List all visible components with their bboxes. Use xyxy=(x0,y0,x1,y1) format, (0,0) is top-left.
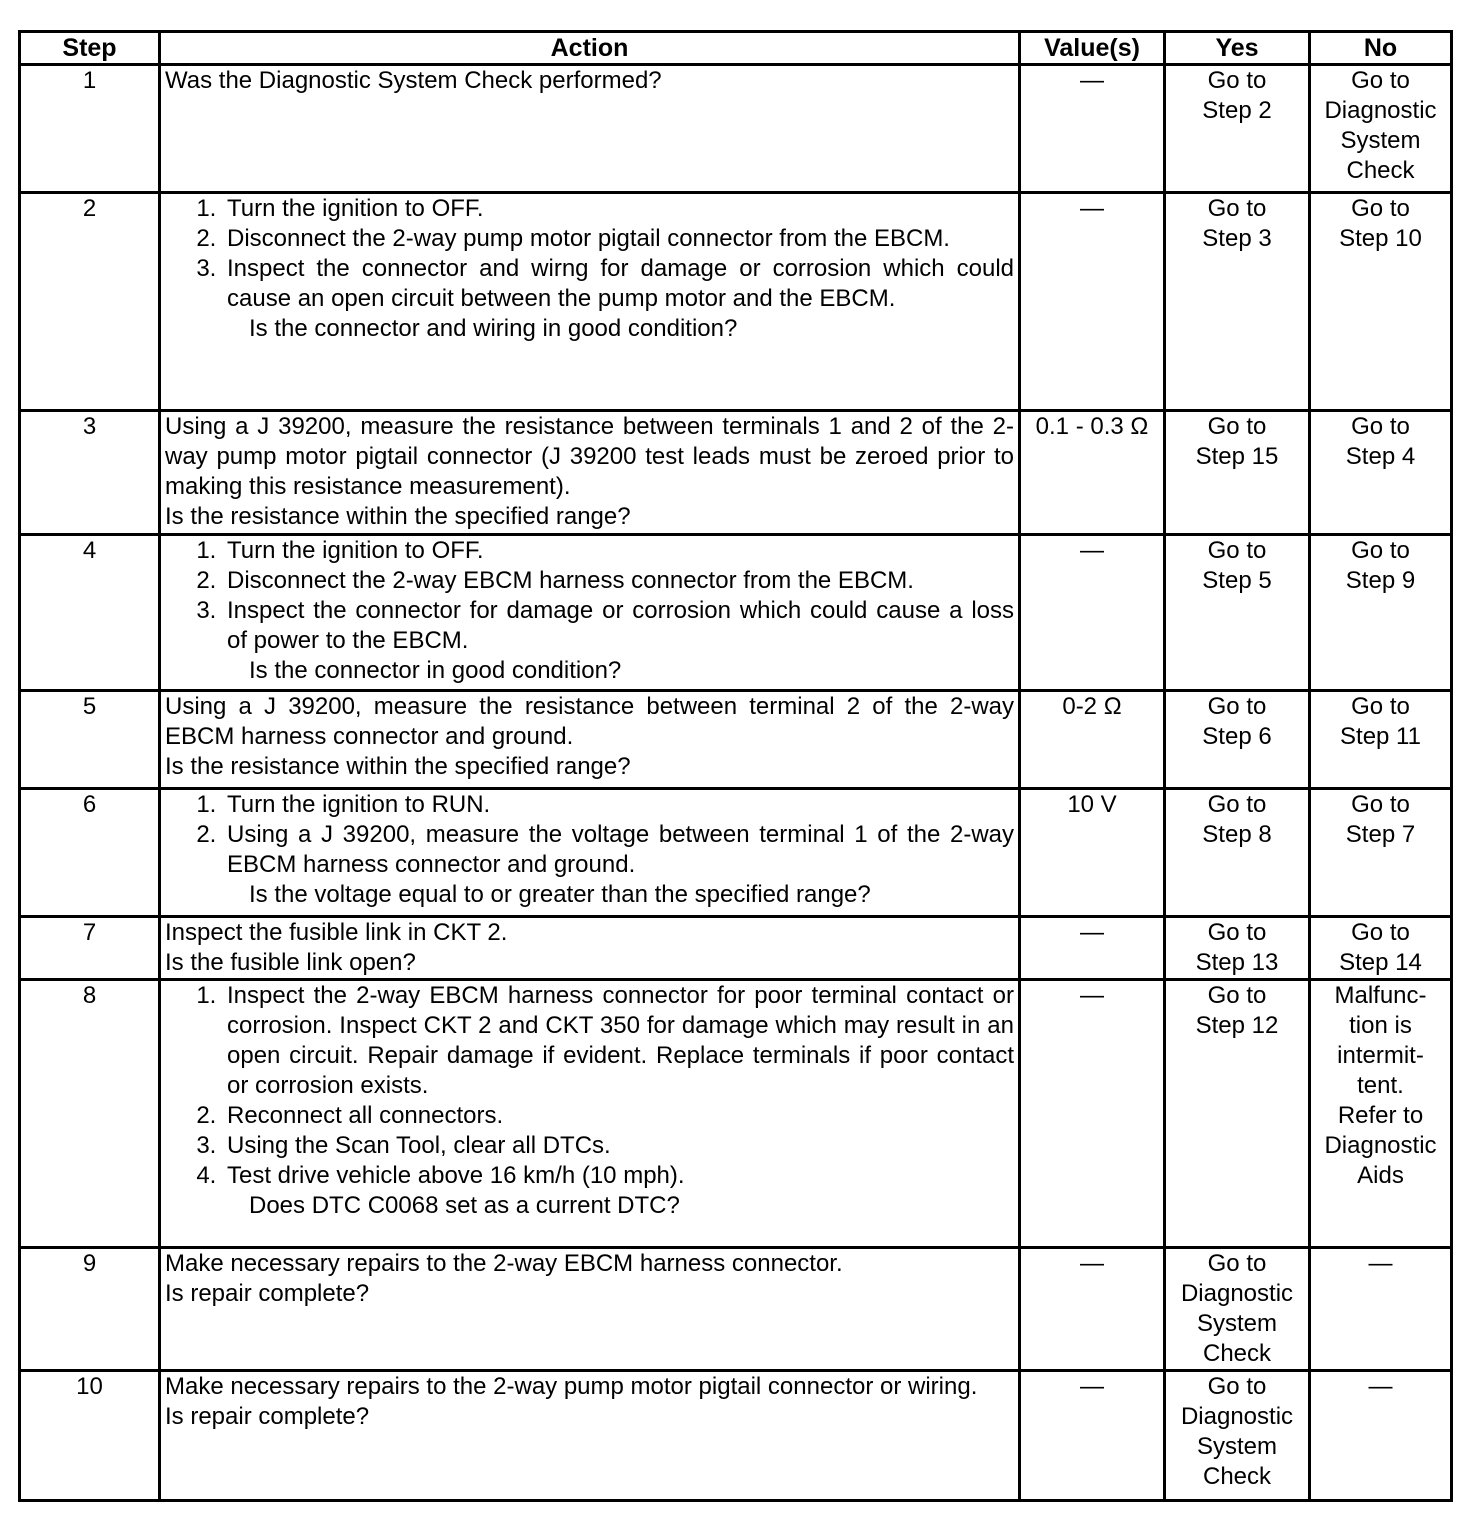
step-number: 5 xyxy=(20,691,160,789)
step-number: 4 xyxy=(20,535,160,691)
value-cell: — xyxy=(1020,980,1165,1248)
action-step: 3. Inspect the connector for damage or corrosion which could cause a loss of power to the EBCM. xyxy=(223,596,1014,656)
yes-text: Step 5 xyxy=(1202,567,1272,594)
action-text: Make necessary repairs to the 2-way pump motor pigtail connector or wiring. xyxy=(165,1373,978,1400)
yes-text: Step 8 xyxy=(1202,821,1272,848)
action-steps-list xyxy=(165,536,1014,656)
yes-cell xyxy=(1165,691,1310,789)
no-cell xyxy=(1310,535,1452,691)
action-step: 1. Turn the ignition to OFF. xyxy=(223,194,1014,224)
yes-text: Step 13 xyxy=(1195,949,1279,976)
action-text: Is the resistance within the specified range? xyxy=(165,503,631,530)
yes-text: Step 3 xyxy=(1202,225,1272,252)
no-text: Step 14 xyxy=(1339,949,1422,976)
no-text: Step 4 xyxy=(1345,443,1416,470)
action-cell xyxy=(160,535,1020,691)
no-text: Go to xyxy=(1351,919,1410,946)
table-row xyxy=(20,193,1452,411)
no-text: Aids xyxy=(1357,1162,1404,1189)
no-text: Step 7 xyxy=(1345,821,1416,848)
yes-text: System xyxy=(1196,1310,1277,1337)
no-cell xyxy=(1310,691,1452,789)
no-text: Go to xyxy=(1351,791,1410,818)
action-cell xyxy=(160,691,1020,789)
no-text: Diagnostic xyxy=(1324,97,1437,124)
action-question: Is the connector in good condition? xyxy=(249,657,622,684)
action-cell xyxy=(160,1371,1020,1501)
header-row xyxy=(20,32,1452,65)
action-question: Is the voltage equal to or greater than the specified range? xyxy=(249,881,871,908)
yes-cell xyxy=(1165,1248,1310,1371)
value-cell: — xyxy=(1020,1371,1165,1501)
no-text: tent. xyxy=(1357,1072,1404,1099)
no-text: Diagnostic xyxy=(1324,1132,1437,1159)
value-cell: — xyxy=(1020,193,1165,411)
diagnostic-table xyxy=(18,30,1453,1502)
action-text: Is the fusible link open? xyxy=(165,949,416,976)
value-cell: — xyxy=(1020,917,1165,980)
header-yes: Yes xyxy=(1165,32,1310,65)
step-number: 6 xyxy=(20,789,160,917)
no-cell xyxy=(1310,65,1452,193)
step-number: 9 xyxy=(20,1248,160,1371)
no-text: — xyxy=(1368,1373,1393,1400)
yes-text: Diagnostic xyxy=(1180,1403,1294,1430)
value-cell: 0-2 Ω xyxy=(1020,691,1165,789)
action-cell xyxy=(160,980,1020,1248)
action-cell xyxy=(160,411,1020,535)
no-text: Step 9 xyxy=(1345,567,1416,594)
yes-text: Check xyxy=(1202,1340,1272,1367)
header-action: Action xyxy=(160,32,1020,65)
yes-text: Go to xyxy=(1207,1373,1267,1400)
table-row xyxy=(20,980,1452,1248)
step-number: 1 xyxy=(20,65,160,193)
action-step: 2. Using a J 39200, measure the voltage between terminal 1 of the 2-way EBCM harness connector and ground. xyxy=(223,820,1014,880)
no-cell xyxy=(1310,917,1452,980)
action-text: Is repair complete? xyxy=(165,1280,370,1307)
yes-cell xyxy=(1165,1371,1310,1501)
value-cell: 10 V xyxy=(1020,789,1165,917)
action-text: Inspect the fusible link in CKT 2. xyxy=(165,919,508,946)
action-step: 1. Turn the ignition to RUN. xyxy=(223,790,1014,820)
action-cell xyxy=(160,789,1020,917)
yes-text: Diagnostic xyxy=(1180,1280,1294,1307)
value-cell: — xyxy=(1020,535,1165,691)
no-text: Go to xyxy=(1351,413,1410,440)
yes-cell xyxy=(1165,65,1310,193)
yes-text: Go to xyxy=(1207,693,1267,720)
yes-cell xyxy=(1165,411,1310,535)
action-question: Is the connector and wiring in good condition? xyxy=(249,315,738,342)
no-cell xyxy=(1310,193,1452,411)
no-text: Malfunc- xyxy=(1334,982,1427,1009)
table-row xyxy=(20,917,1452,980)
action-cell xyxy=(160,1248,1020,1371)
header-step: Step xyxy=(20,32,160,65)
yes-cell xyxy=(1165,980,1310,1248)
table-row xyxy=(20,1371,1452,1501)
no-cell xyxy=(1310,1371,1452,1501)
value-cell: — xyxy=(1020,1248,1165,1371)
yes-text: Step 12 xyxy=(1195,1012,1279,1039)
yes-text: Go to xyxy=(1207,1250,1267,1277)
no-text: Go to xyxy=(1351,67,1410,94)
action-question: Does DTC C0068 set as a current DTC? xyxy=(249,1192,680,1219)
no-text: Step 10 xyxy=(1339,225,1422,252)
action-cell xyxy=(160,193,1020,411)
table-row xyxy=(20,535,1452,691)
yes-cell xyxy=(1165,193,1310,411)
value-cell: — xyxy=(1020,65,1165,193)
yes-text: Go to xyxy=(1207,195,1267,222)
no-text: Check xyxy=(1346,157,1415,184)
action-text: Was the Diagnostic System Check performed? xyxy=(165,67,662,94)
action-step: 2. Reconnect all connectors. xyxy=(223,1101,1014,1131)
yes-cell xyxy=(1165,789,1310,917)
action-steps-list xyxy=(165,790,1014,880)
no-text: intermit- xyxy=(1337,1042,1424,1069)
step-number: 2 xyxy=(20,193,160,411)
yes-text: Step 6 xyxy=(1202,723,1272,750)
yes-text: Go to xyxy=(1207,67,1267,94)
no-text: System xyxy=(1340,127,1421,154)
step-number: 10 xyxy=(20,1371,160,1501)
action-cell xyxy=(160,65,1020,193)
no-text: Go to xyxy=(1351,537,1410,564)
yes-text: Go to xyxy=(1207,537,1267,564)
action-step: 3. Using the Scan Tool, clear all DTCs. xyxy=(223,1131,1014,1161)
action-step: 4. Test drive vehicle above 16 km/h (10 mph). xyxy=(223,1161,1014,1191)
yes-text: Step 2 xyxy=(1202,97,1272,124)
action-text: Using a J 39200, measure the resistance between terminals 1 and 2 of the 2-way pump motor pigtail connector (J 39200 test leads must be zeroed prior to making this resistance measurement). xyxy=(165,413,1014,500)
no-cell xyxy=(1310,980,1452,1248)
yes-text: Go to xyxy=(1207,413,1267,440)
action-step: 2. Disconnect the 2-way pump motor pigtail connector from the EBCM. xyxy=(223,224,1014,254)
action-text: Is the resistance within the specified range? xyxy=(165,753,631,780)
no-text: Go to xyxy=(1351,195,1410,222)
action-steps-list xyxy=(165,194,1014,314)
no-text: Refer to xyxy=(1337,1102,1424,1129)
table-row xyxy=(20,691,1452,789)
yes-cell xyxy=(1165,535,1310,691)
value-cell: 0.1 - 0.3 Ω xyxy=(1020,411,1165,535)
header-no: No xyxy=(1310,32,1452,65)
header-values: Value(s) xyxy=(1020,32,1165,65)
no-cell xyxy=(1310,411,1452,535)
yes-text: Go to xyxy=(1207,791,1267,818)
no-cell xyxy=(1310,789,1452,917)
no-text: tion is xyxy=(1349,1012,1412,1039)
step-number: 8 xyxy=(20,980,160,1248)
action-step: 3. Inspect the connector and wirng for damage or corrosion which could cause an open circuit between the pump motor and the EBCM. xyxy=(223,254,1014,314)
no-text: — xyxy=(1368,1250,1393,1277)
yes-text: Check xyxy=(1202,1463,1272,1490)
step-number: 3 xyxy=(20,411,160,535)
action-step: 1. Inspect the 2-way EBCM harness connector for poor terminal contact or corrosion. Inspect CKT 2 and CKT 350 for damage which may result in an open circuit. Repair damage if evident. Replace terminals if poor contact or corrosion exists. xyxy=(223,981,1014,1101)
table-row xyxy=(20,789,1452,917)
yes-text: Go to xyxy=(1207,982,1267,1009)
action-steps-list xyxy=(165,981,1014,1191)
no-cell xyxy=(1310,1248,1452,1371)
action-step: 2. Disconnect the 2-way EBCM harness connector from the EBCM. xyxy=(223,566,1014,596)
table-row xyxy=(20,411,1452,535)
table-body xyxy=(20,65,1452,1501)
action-text: Using a J 39200, measure the resistance between terminal 2 of the 2-way EBCM harness connector and ground. xyxy=(165,693,1014,750)
table-row xyxy=(20,65,1452,193)
action-step: 1. Turn the ignition to OFF. xyxy=(223,536,1014,566)
yes-cell xyxy=(1165,917,1310,980)
action-text: Make necessary repairs to the 2-way EBCM harness connector. xyxy=(165,1250,843,1277)
yes-text: System xyxy=(1196,1433,1277,1460)
no-text: Go to xyxy=(1351,693,1410,720)
action-text: Is repair complete? xyxy=(165,1403,370,1430)
yes-text: Go to xyxy=(1207,919,1267,946)
step-number: 7 xyxy=(20,917,160,980)
table-row xyxy=(20,1248,1452,1371)
action-cell xyxy=(160,917,1020,980)
no-text: Step 11 xyxy=(1340,723,1421,750)
yes-text: Step 15 xyxy=(1195,443,1279,470)
